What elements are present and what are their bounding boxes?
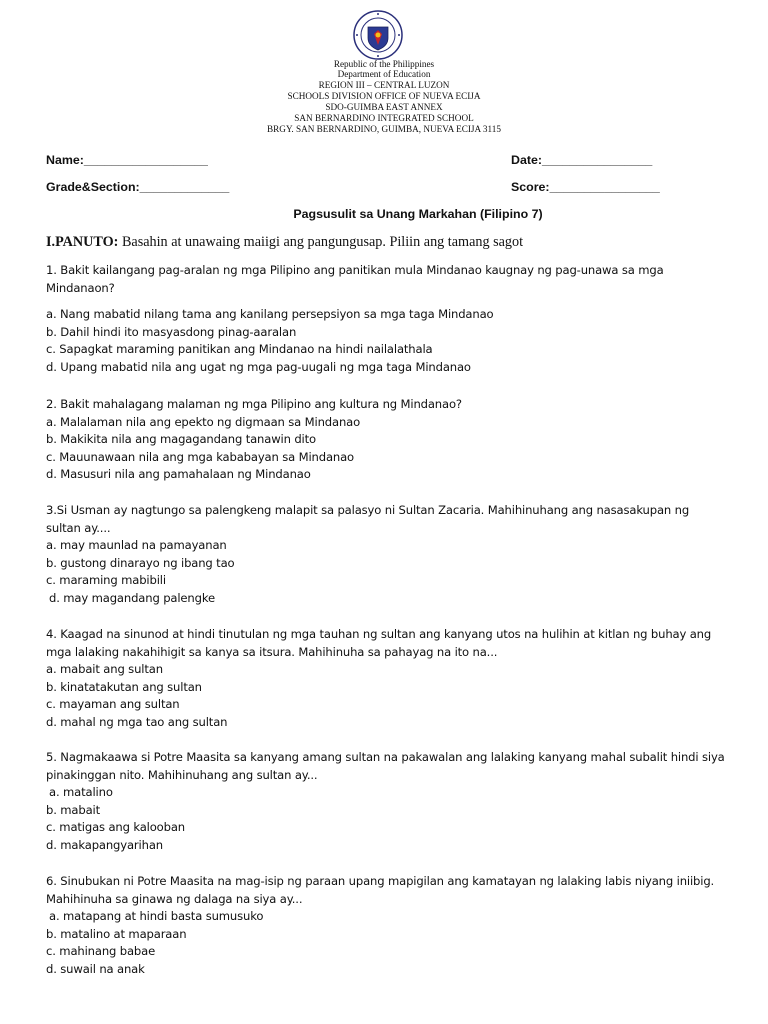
deped-seal-logo <box>353 10 403 60</box>
instructions-label: I.PANUTO: <box>46 234 119 250</box>
question-stem: 5. Nagmakaawa si Potre Maasita sa kanyang amang sultan na pakawalan ang lalaking kanyang mahal subalit hindi siya pinakinggan nito. Mahihinuhang ang sultan ay... <box>46 750 725 782</box>
header-region: REGION III – CENTRAL LUZON <box>318 80 450 90</box>
option-b: b. kinatatakutan ang sultan <box>46 679 202 694</box>
header-republic: Republic of the Philippines <box>333 59 435 69</box>
header-school: SAN BERNARDINO INTEGRATED SCHOOL <box>294 113 474 123</box>
option-b: b. Dahil hindi ito masyasdong pinag-aaralan <box>46 324 297 339</box>
grade-section-field: Grade&Section:_____________ <box>46 180 230 194</box>
option-d: d. suwail na anak <box>46 961 145 976</box>
option-a: a. mabait ang sultan <box>46 662 163 677</box>
option-a: a. Malalaman nila ang epekto ng digmaan sa Mindanao <box>46 414 361 429</box>
option-a: a. Nang mabatid nilang tama ang kanilang persepsiyon sa mga taga Mindanao <box>46 307 494 322</box>
option-d: d. Masusuri nila ang pamahalaan ng Mindanao <box>46 467 311 482</box>
option-d: d. may magandang palengke <box>49 590 215 605</box>
name-field: Name:__________________ <box>46 153 208 167</box>
score-field: Score:________________ <box>511 180 660 194</box>
option-c: c. Sapagkat maraming panitikan ang Mindanao na hindi nailalathala <box>46 342 433 357</box>
option-b: b. matalino at maparaan <box>46 926 187 941</box>
option-d: d. Upang mabatid nila ang ugat ng mga pag-uugali ng mga taga Mindanao <box>46 359 471 374</box>
question-stem: 4. Kaagad na sinunod at hindi tinutulan ng mga tauhan ng sultan ang kanyang utos na hulihin at kitlan ng buhay ang mga lalaking nakahihigit sa kanya sa itsura. Mahihinuha sa pahayag na ito na... <box>46 627 712 659</box>
option-b: b. Makikita nila ang magagandang tanawin dito <box>46 432 316 447</box>
option-a: a. matapang at hindi basta sumusuko <box>49 909 264 924</box>
header-address: BRGY. SAN BERNARDINO, GUIMBA, NUEVA ECIJA 3115 <box>267 124 501 134</box>
question-stem: 2. Bakit mahalagang malaman ng mga Pilipino ang kultura ng Mindanao? <box>46 397 462 411</box>
question-stem: 1. Bakit kailangang pag-aralan ng mga Pilipino ang panitikan mula Mindanao kaugnay ng pag-unawa sa mga Mindanaon? <box>46 263 664 295</box>
option-c: c. maraming mabibili <box>46 573 166 588</box>
question-5 <box>46 749 726 855</box>
option-c: c. matigas ang kalooban <box>46 820 185 835</box>
option-d: d. mahal ng mga tao ang sultan <box>46 714 228 729</box>
instructions-text: Basahin at unawaing maiigi ang pangungusap. Piliin ang tamang sagot <box>118 234 524 250</box>
question-3 <box>46 502 726 608</box>
exam-title: Pagsusulit sa Unang Markahan (Filipino 7) <box>293 207 543 221</box>
question-stem: 3.Si Usman ay nagtungo sa palengkeng malapit sa palasyo ni Sultan Zacaria. Mahihinuhang ang nasasakupan ng sultan ay.... <box>46 503 690 535</box>
header-department: Department of Education <box>337 69 431 79</box>
question-2 <box>46 396 726 484</box>
header-division: SCHOOLS DIVISION OFFICE OF NUEVA ECIJA <box>287 91 481 101</box>
option-b: b. mabait <box>46 802 101 817</box>
option-b: b. gustong dinarayo ng ibang tao <box>46 555 235 570</box>
option-c: c. Mauunawaan nila ang mga kababayan sa Mindanao <box>46 449 354 464</box>
option-a: a. matalino <box>49 785 113 800</box>
option-d: d. makapangyarihan <box>46 837 163 852</box>
question-4 <box>46 626 726 732</box>
option-a: a. may maunlad na pamayanan <box>46 538 227 553</box>
question-6 <box>46 873 726 979</box>
date-field: Date:________________ <box>511 153 653 167</box>
option-c: c. mayaman ang sultan <box>46 697 180 712</box>
question-1 <box>46 262 726 377</box>
header-sdo: SDO-GUIMBA EAST ANNEX <box>325 102 443 112</box>
instructions <box>46 234 523 251</box>
question-stem: 6. Sinubukan ni Potre Maasita na mag-isip ng paraan upang mapigilan ang kamatayan ng lalaking labis niyang iniibig. Mahihinuha sa ginawa ng dalaga na siya ay... <box>46 874 715 906</box>
option-c: c. mahinang babae <box>46 944 156 959</box>
